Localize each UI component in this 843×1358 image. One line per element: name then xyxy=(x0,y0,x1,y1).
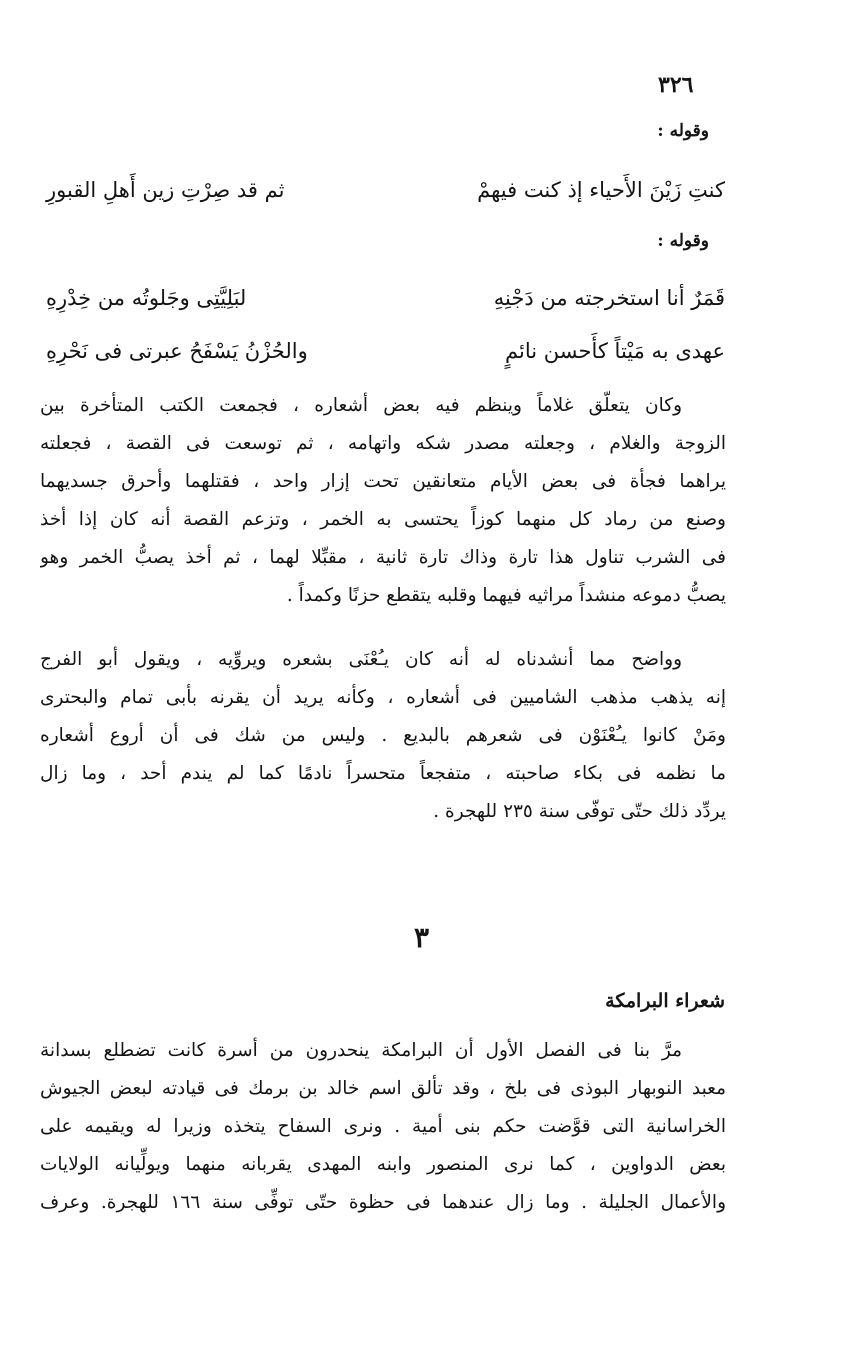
text-line: يصبُّ دموعه منشداً مراثيه فيهما وقلبه يتقطع حزنًا وكمداً . xyxy=(286,585,726,606)
paragraph xyxy=(40,641,726,831)
verse-2-hemistich-right: قَمَرٌ أنا استخرجته من دَجْنِهِ xyxy=(493,286,725,310)
page-number: ٣٢٦ xyxy=(658,72,694,98)
text-line: يردِّد ذلك حتّى توفّى سنة ٢٣٥ للهجرة . xyxy=(433,801,726,822)
text-line: بعض الدواوين ، كما نرى المنصور وابنه المهدى يقربانه منهما ويولِّيانه الولايات xyxy=(40,1154,726,1175)
paragraph xyxy=(40,1032,726,1222)
text-line: وواضح مما أنشدناه له أنه كان يـُعْنَى بشعره ويروِّيه ، ويقول أبو الفرج xyxy=(40,649,682,670)
text-line: إنه يذهب مذهب الشاميين فى أشعاره ، وكأنه يريد أن يقرنه بأبى تمام والبحترى xyxy=(40,687,726,708)
verse-2-hemistich-left: لبَلِيَّتِى وجَلوتُه من خِدْرِهِ xyxy=(46,286,247,310)
text-line: ومَنْ كانوا يـُعْنَوْن فى شعرهم بالبديع . وليس من شك فى أن أروع أشعاره xyxy=(40,725,726,746)
text-line: وصنع من رماد كل منهما كوزاً يحتسى به الخمر ، وتزعم القصة أنه كان إذا أخذ xyxy=(40,509,726,530)
text-line: فى الشرب تناول هذا تارة وذاك تارة ثانية ، مقبِّلا لهما ، ثم أخذ يصبُّ الخمر وهو xyxy=(40,547,726,568)
verse-intro: وقوله : xyxy=(657,231,709,251)
text-line: الزوجة والغلام ، وجعلته مصدر شكه واتهامه ، ثم توسعت فى القصة ، فجعلته xyxy=(40,433,726,454)
verse-1-hemistich-right: كنتِ زَيْنَ الأَحياء إذ كنت فيهمْ xyxy=(477,178,725,202)
text-line: الخراسانية التى قوَّضت حكم بنى أمية . ونرى السفاح يتخذه وزيرا له ويقيمه على xyxy=(40,1116,726,1137)
text-line: والأعمال الجليلة . وما زال عندهما فى حظوة حتّى توفِّى سنة ١٦٦ للهجرة. وعرف xyxy=(40,1192,726,1213)
verse-1-hemistich-left: ثم قد صِرْتِ زين أَهلِ القبورِ xyxy=(46,178,285,202)
text-line: يراهما فجأة فى بعض الأيام متعانقين تحت إزار واحد ، فقتلهما وأحرق جسديهما xyxy=(40,471,726,492)
text-line: مرَّ بنا فى الفصل الأول أن البرامكة ينحدرون من أسرة كانت تضطلع بسدانة xyxy=(40,1040,682,1061)
section-number: ٣ xyxy=(413,921,430,954)
paragraph xyxy=(40,387,726,615)
section-heading: شعراء البرامكة xyxy=(605,990,725,1012)
verse-3-hemistich-left: والحُزْنُ يَسْفَحُ عبرتى فى نَحْرِهِ xyxy=(46,339,308,363)
verse-3-hemistich-right: عهدى به مَيْتاً كأَحسن نائمٍ xyxy=(505,339,725,363)
text-line: معبد النوبهار البوذى فى بلخ ، وقد تألق اسم خالد بن برمك فى قيادته لبعض الجيوش xyxy=(40,1078,726,1099)
verse-intro: وقوله : xyxy=(657,121,709,141)
text-line: وكان يتعلّق غلاماً وينظم فيه بعض أشعاره ، فجمعت الكتب المتأخرة بين xyxy=(40,395,682,416)
text-line: ما نظمه فى بكاء صاحبته ، متفجعاً متحسراً نادمًا كما لم يندم أحد ، وما زال xyxy=(40,763,726,784)
